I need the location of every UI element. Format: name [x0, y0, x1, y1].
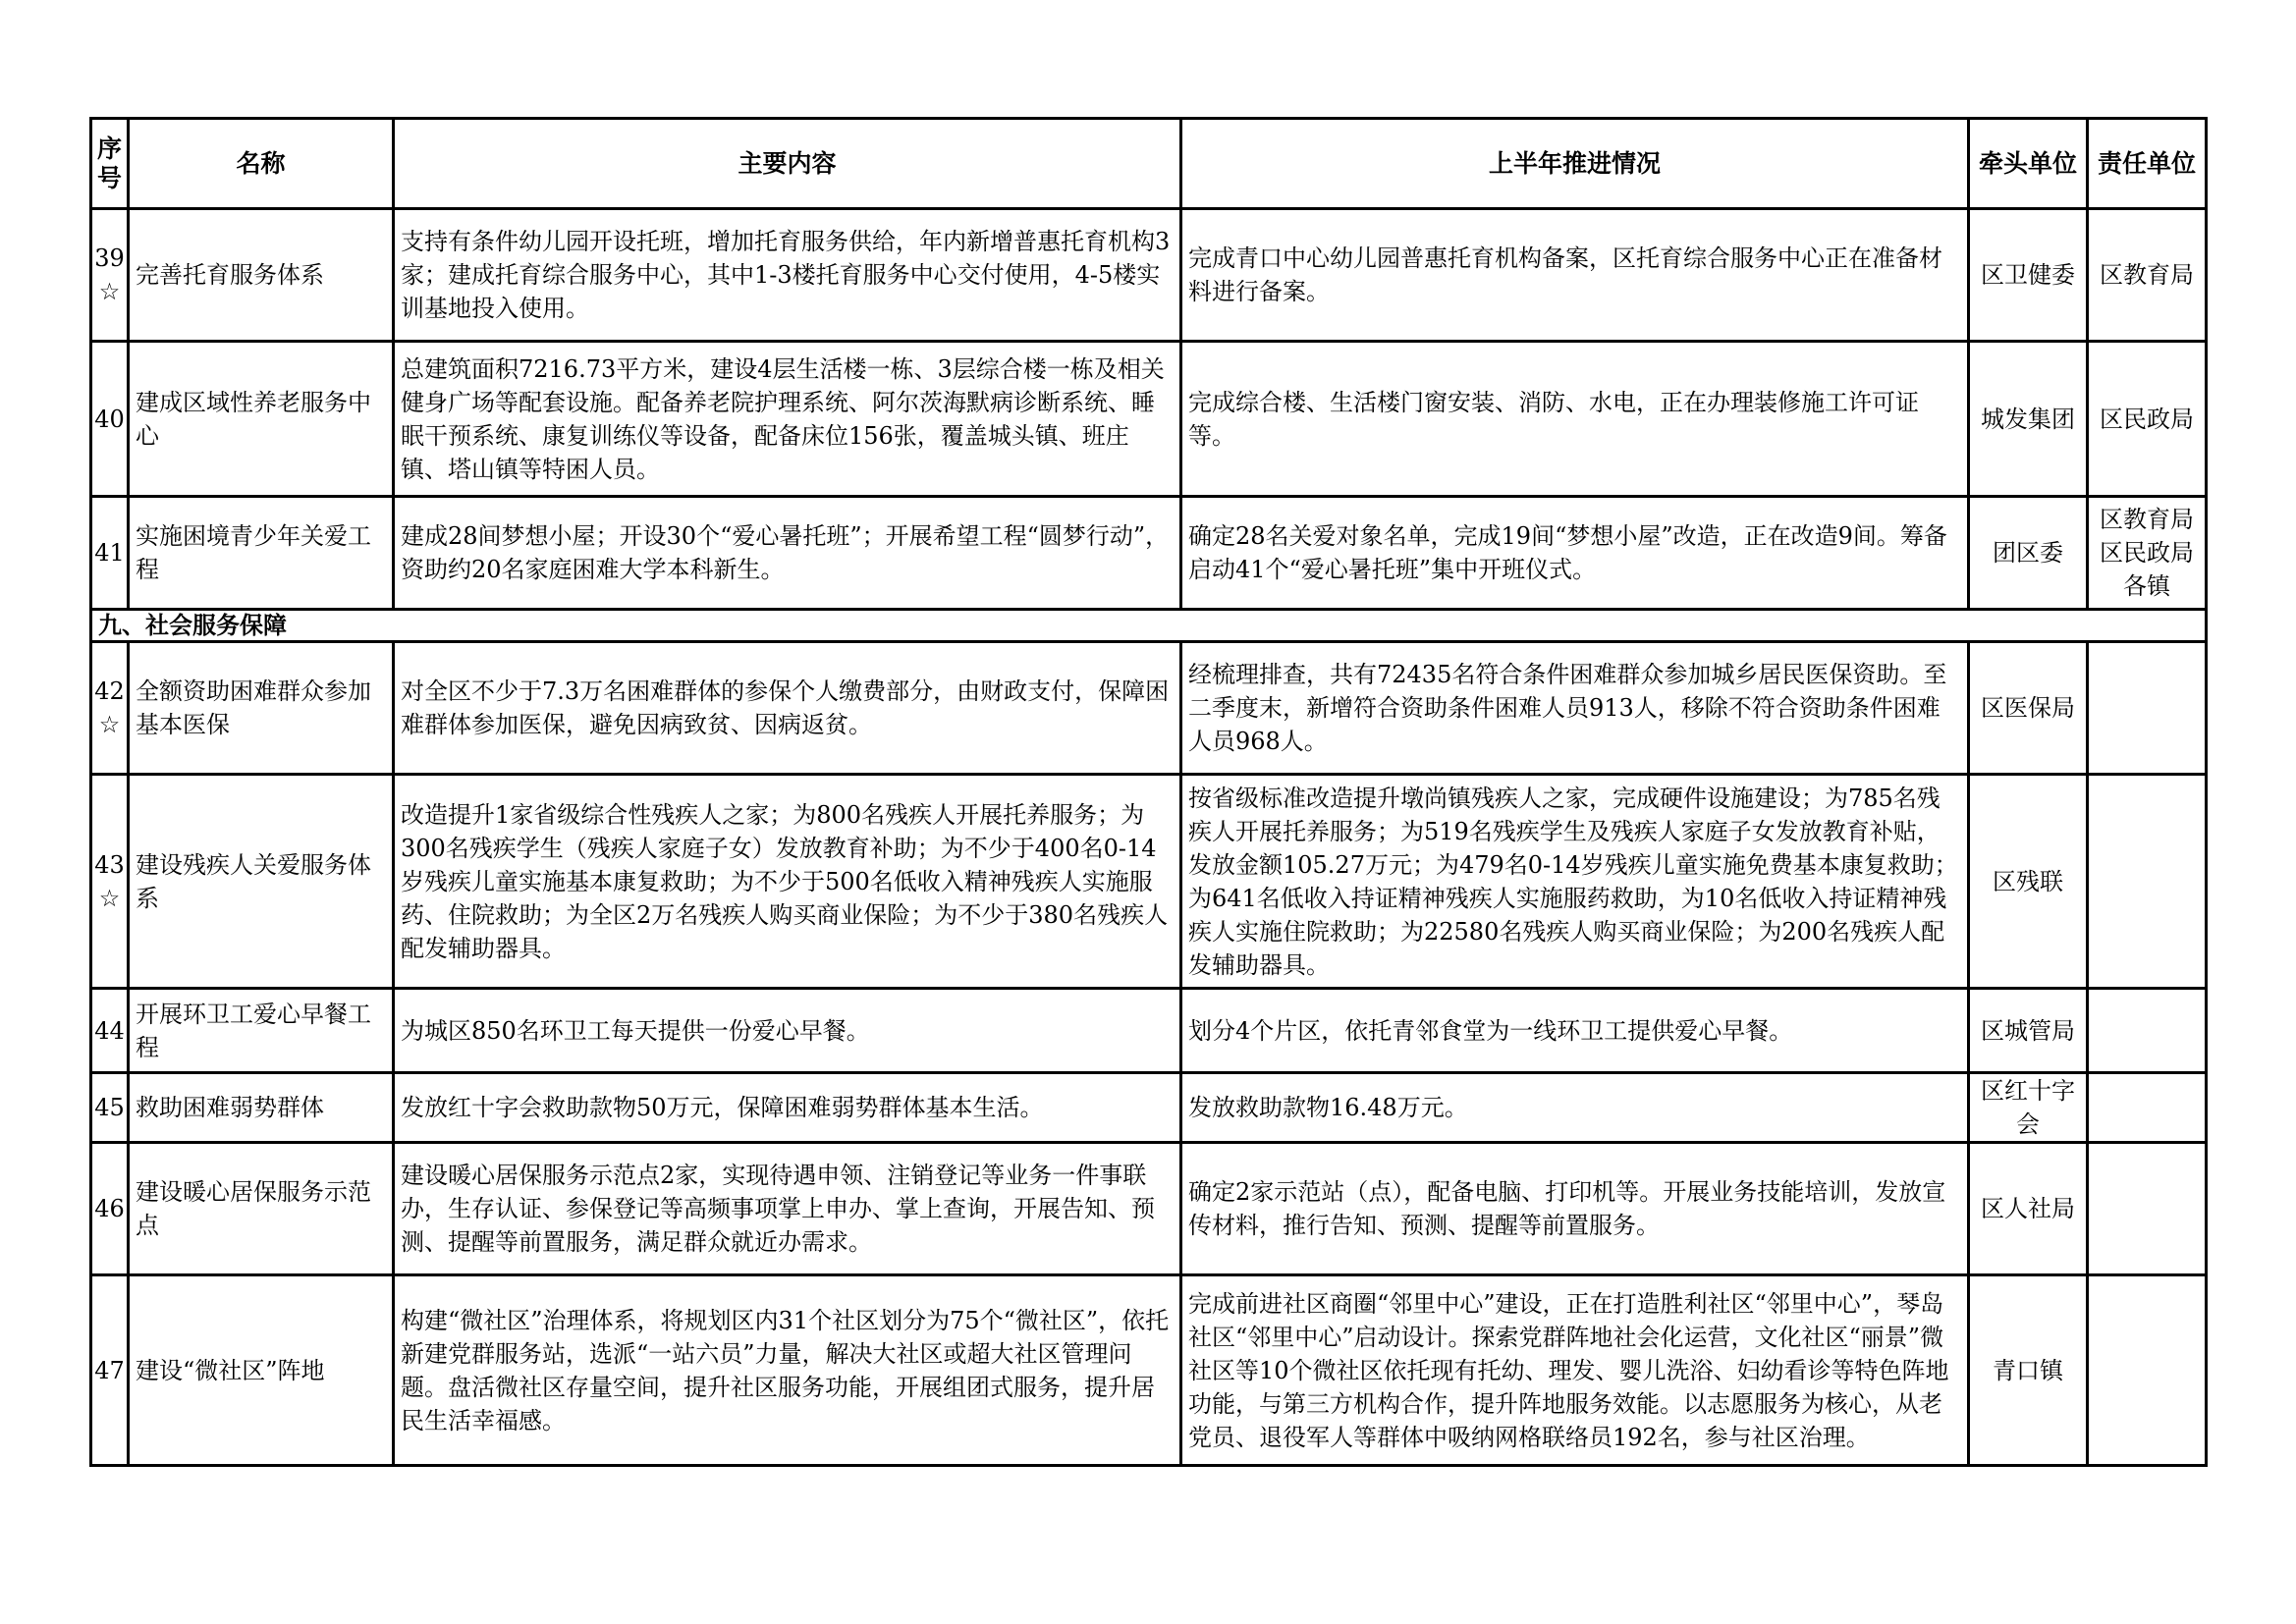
lead-unit: 区残联	[1969, 775, 2088, 989]
project-name: 建设“微社区”阵地	[129, 1275, 394, 1466]
project-name: 救助困难弱势群体	[129, 1073, 394, 1143]
progress-status: 按省级标准改造提升墩尚镇残疾人之家，完成硬件设施建设；为785名残疾人开展托养服务；为519名残疾学生及残疾人家庭子女发放教育补贴，发放金额105.27万元；为479名0-14岁残疾儿童实施免费基本康复救助；为641名低收入持证精神残疾人实施服药救助，为10名低收入持证精神残疾人实施住院救助；为22580名残疾人购买商业保险；为200名残疾人配发辅助器具。	[1181, 775, 1969, 989]
progress-status: 发放救助款物16.48万元。	[1181, 1073, 1969, 1143]
main-content: 建成28间梦想小屋；开设30个“爱心暑托班”；开展希望工程“圆梦行动”，资助约20名家庭困难大学本科新生。	[394, 497, 1181, 610]
table-row	[91, 775, 2207, 989]
project-name: 开展环卫工爱心早餐工程	[129, 989, 394, 1073]
row-number	[91, 642, 129, 775]
main-content: 发放红十字会救助款物50万元，保障困难弱势群体基本生活。	[394, 1073, 1181, 1143]
project-name: 全额资助困难群众参加基本医保	[129, 642, 394, 775]
row-number-text: 46	[94, 1195, 125, 1222]
table-row	[91, 1073, 2207, 1143]
table-row	[91, 1143, 2207, 1275]
lead-unit: 城发集团	[1969, 342, 2088, 497]
main-content: 构建“微社区”治理体系，将规划区内31个社区划分为75个“微社区”，依托新建党群服务站，选派“一站六员”力量，解决大社区或超大社区管理问题。盘活微社区存量空间，提升社区服务功能，开展组团式服务，提升居民生活幸福感。	[394, 1275, 1181, 1466]
header-no: 序号	[91, 119, 129, 209]
row-number-text: 42	[94, 677, 125, 705]
main-content: 支持有条件幼儿园开设托班，增加托育服务供给，年内新增普惠托育机构3家；建成托育综合服务中心，其中1-3楼托育服务中心交付使用，4-5楼实训基地投入使用。	[394, 209, 1181, 342]
progress-status: 确定2家示范站（点），配备电脑、打印机等。开展业务技能培训，发放宣传材料，推行告知、预测、提醒等前置服务。	[1181, 1143, 1969, 1275]
progress-status: 完成前进社区商圈“邻里中心”建设，正在打造胜利社区“邻里中心”，琴岛社区“邻里中心”启动设计。探索党群阵地社会化运营，文化社区“丽景”微社区等10个微社区依托现有托幼、理发、婴儿洗浴、妇幼看诊等特色阵地功能，与第三方机构合作，提升阵地服务效能。以志愿服务为核心，从老党员、退役军人等群体中吸纳网格联络员192名，参与社区治理。	[1181, 1275, 1969, 1466]
table-body	[91, 209, 2207, 1466]
lead-unit: 区医保局	[1969, 642, 2088, 775]
project-name: 建设残疾人关爱服务体系	[129, 775, 394, 989]
responsible-unit	[2088, 1073, 2207, 1143]
project-name: 完善托育服务体系	[129, 209, 394, 342]
responsible-unit	[2088, 1143, 2207, 1275]
header-lead-unit: 牵头单位	[1969, 119, 2088, 209]
star-icon: ☆	[98, 884, 121, 912]
header-progress: 上半年推进情况	[1181, 119, 1969, 209]
header-responsible-unit: 责任单位	[2088, 119, 2207, 209]
responsible-unit: 区教育局 区民政局 各镇	[2088, 497, 2207, 610]
responsible-unit: 区教育局	[2088, 209, 2207, 342]
lead-unit: 区城管局	[1969, 989, 2088, 1073]
row-number	[91, 775, 129, 989]
table-row	[91, 497, 2207, 610]
project-name: 建成区域性养老服务中心	[129, 342, 394, 497]
row-number	[91, 1143, 129, 1275]
section-row	[91, 610, 2207, 642]
section-title: 九、社会服务保障	[91, 610, 2207, 642]
progress-status: 确定28名关爱对象名单，完成19间“梦想小屋”改造，正在改造9间。筹备启动41个“爱心暑托班”集中开班仪式。	[1181, 497, 1969, 610]
row-number	[91, 342, 129, 497]
lead-unit: 团区委	[1969, 497, 2088, 610]
lead-unit: 区人社局	[1969, 1143, 2088, 1275]
responsible-unit	[2088, 1275, 2207, 1466]
lead-unit: 区卫健委	[1969, 209, 2088, 342]
header-row	[91, 119, 2207, 209]
row-number	[91, 1275, 129, 1466]
lead-unit: 区红十字会	[1969, 1073, 2088, 1143]
table-row	[91, 342, 2207, 497]
main-content: 改造提升1家省级综合性残疾人之家；为800名残疾人开展托养服务；为300名残疾学生（残疾人家庭子女）发放教育补助；为不少于400名0-14岁残疾儿童实施基本康复救助；为不少于500名低收入精神残疾人实施服药、住院救助；为全区2万名残疾人购买商业保险；为不少于380名残疾人配发辅助器具。	[394, 775, 1181, 989]
main-content: 建设暖心居保服务示范点2家，实现待遇申领、注销登记等业务一件事联办，生存认证、参保登记等高频事项掌上申办、掌上查询，开展告知、预测、提醒等前置服务，满足群众就近办需求。	[394, 1143, 1181, 1275]
project-name: 实施困境青少年关爱工程	[129, 497, 394, 610]
row-number	[91, 209, 129, 342]
row-number	[91, 1073, 129, 1143]
header-content: 主要内容	[394, 119, 1181, 209]
table-row	[91, 989, 2207, 1073]
row-number-text: 41	[94, 539, 125, 567]
star-icon: ☆	[98, 711, 121, 738]
header-name: 名称	[129, 119, 394, 209]
star-icon: ☆	[98, 278, 121, 305]
project-table	[89, 117, 2208, 1467]
project-name: 建设暖心居保服务示范点	[129, 1143, 394, 1275]
table-row	[91, 209, 2207, 342]
row-number	[91, 497, 129, 610]
row-number-text: 40	[94, 405, 125, 433]
row-number-text: 45	[94, 1094, 125, 1121]
main-content: 对全区不少于7.3万名困难群体的参保个人缴费部分，由财政支付，保障困难群体参加医保，避免因病致贫、因病返贫。	[394, 642, 1181, 775]
row-number	[91, 989, 129, 1073]
table-row	[91, 1275, 2207, 1466]
progress-status: 完成综合楼、生活楼门窗安装、消防、水电，正在办理装修施工许可证等。	[1181, 342, 1969, 497]
responsible-unit	[2088, 642, 2207, 775]
main-content: 为城区850名环卫工每天提供一份爱心早餐。	[394, 989, 1181, 1073]
responsible-unit: 区民政局	[2088, 342, 2207, 497]
progress-status: 划分4个片区，依托青邻食堂为一线环卫工提供爱心早餐。	[1181, 989, 1969, 1073]
main-content: 总建筑面积7216.73平方米，建设4层生活楼一栋、3层综合楼一栋及相关健身广场等配套设施。配备养老院护理系统、阿尔茨海默病诊断系统、睡眠干预系统、康复训练仪等设备，配备床位156张，覆盖城头镇、班庄镇、塔山镇等特困人员。	[394, 342, 1181, 497]
responsible-unit	[2088, 989, 2207, 1073]
responsible-unit	[2088, 775, 2207, 989]
row-number-text: 44	[94, 1016, 125, 1045]
row-number-text: 43	[94, 850, 125, 879]
progress-status: 经梳理排查，共有72435名符合条件困难群众参加城乡居民医保资助。至二季度末，新增符合资助条件困难人员913人，移除不符合资助条件困难人员968人。	[1181, 642, 1969, 775]
lead-unit: 青口镇	[1969, 1275, 2088, 1466]
row-number-text: 47	[94, 1356, 125, 1384]
row-number-text: 39	[94, 244, 125, 272]
table-row	[91, 642, 2207, 775]
progress-status: 完成青口中心幼儿园普惠托育机构备案，区托育综合服务中心正在准备材料进行备案。	[1181, 209, 1969, 342]
